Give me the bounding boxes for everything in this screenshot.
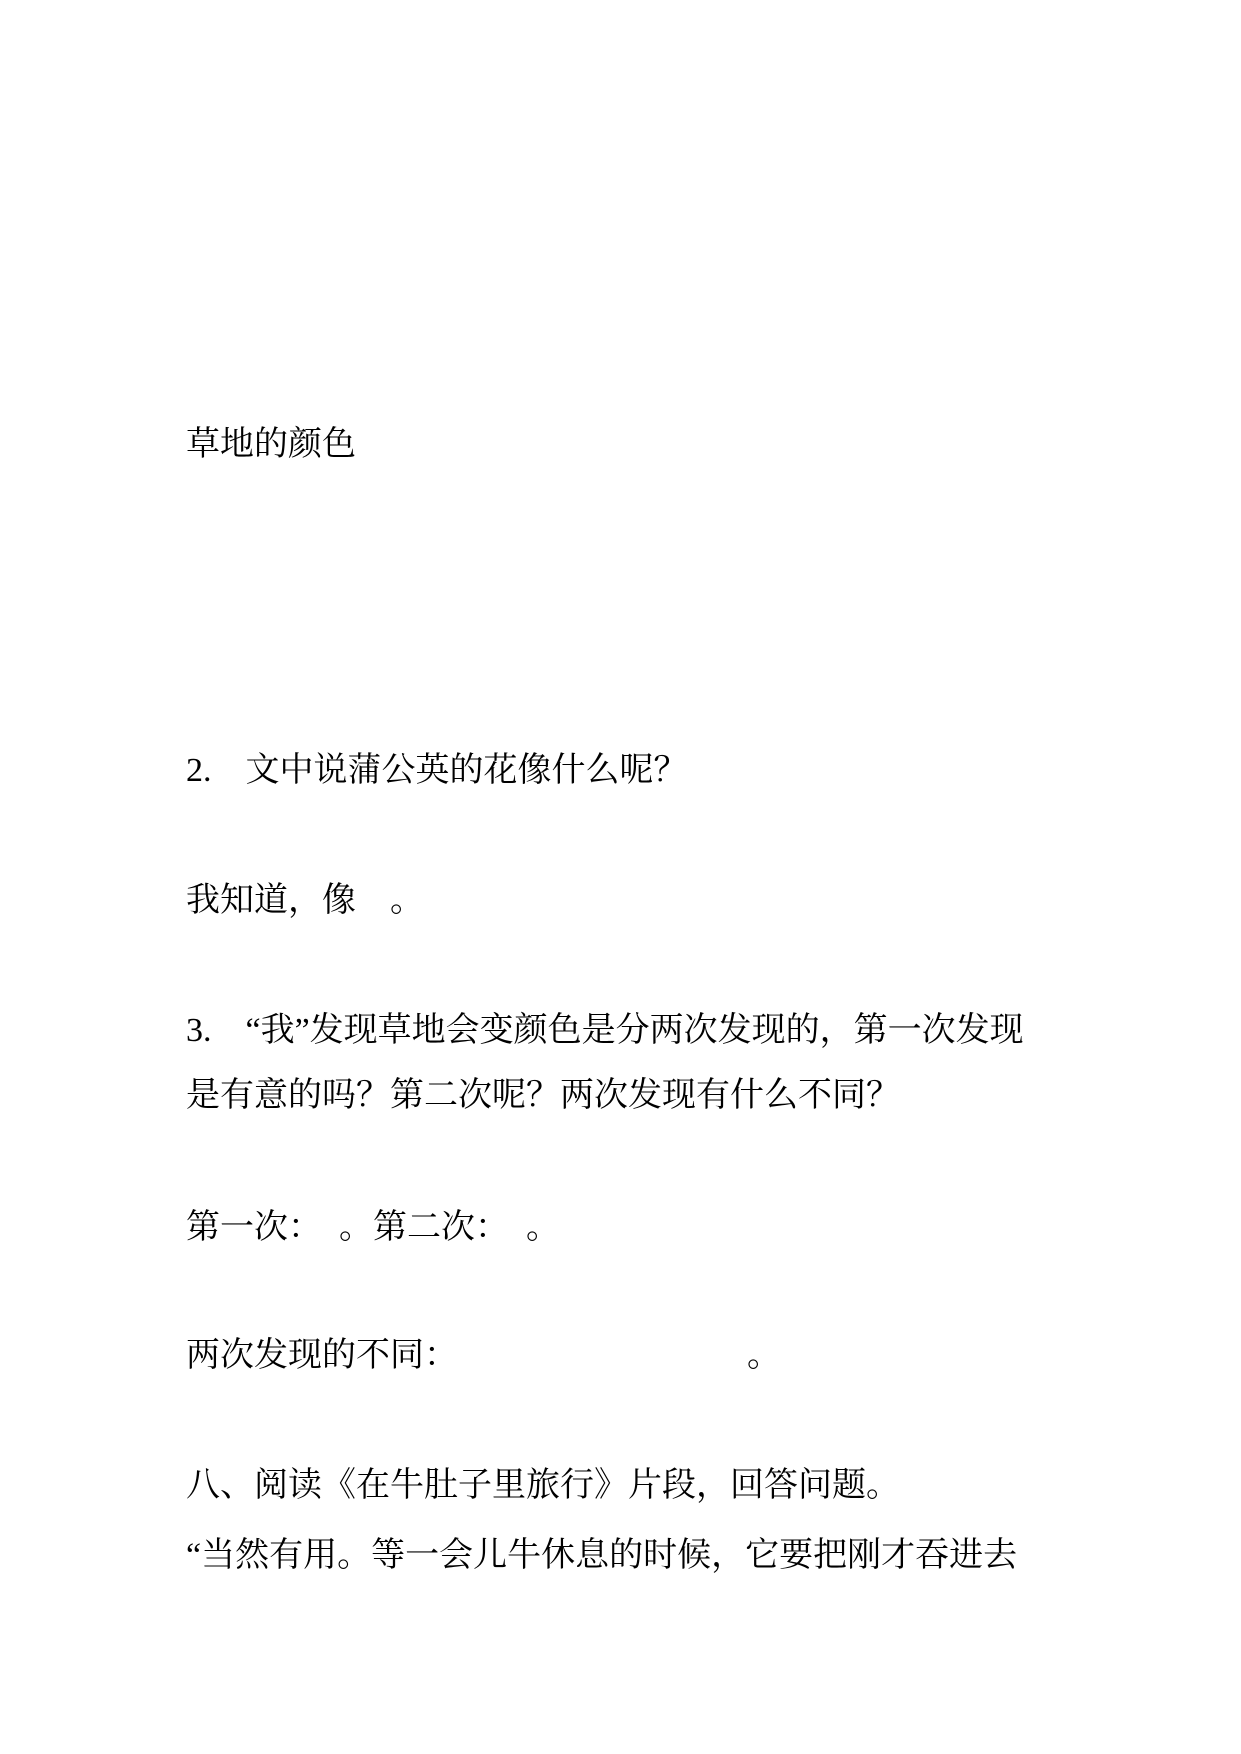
question-3-line-1: 3. “我”发现草地会变颜色是分两次发现的，第一次发现: [186, 1012, 1024, 1049]
section-8-heading: 八、阅读《在牛肚子里旅行》片段，回答问题。: [186, 1467, 900, 1504]
passage-title: 草地的颜色: [186, 426, 356, 463]
answer-2-blank: 我知道，像 。: [186, 882, 424, 919]
answer-3-difference: 两次发现的不同： 。: [186, 1337, 781, 1374]
question-3-line-2: 是有意的吗？第二次呢？两次发现有什么不同？: [186, 1077, 900, 1114]
answer-3-blanks: 第一次： 。第二次： 。: [186, 1209, 560, 1246]
passage-8-line-1: “当然有用。等一会儿牛休息的时候，它要把刚才吞进去: [186, 1537, 1018, 1574]
question-2: 2. 文中说蒲公英的花像什么呢？: [186, 752, 688, 789]
